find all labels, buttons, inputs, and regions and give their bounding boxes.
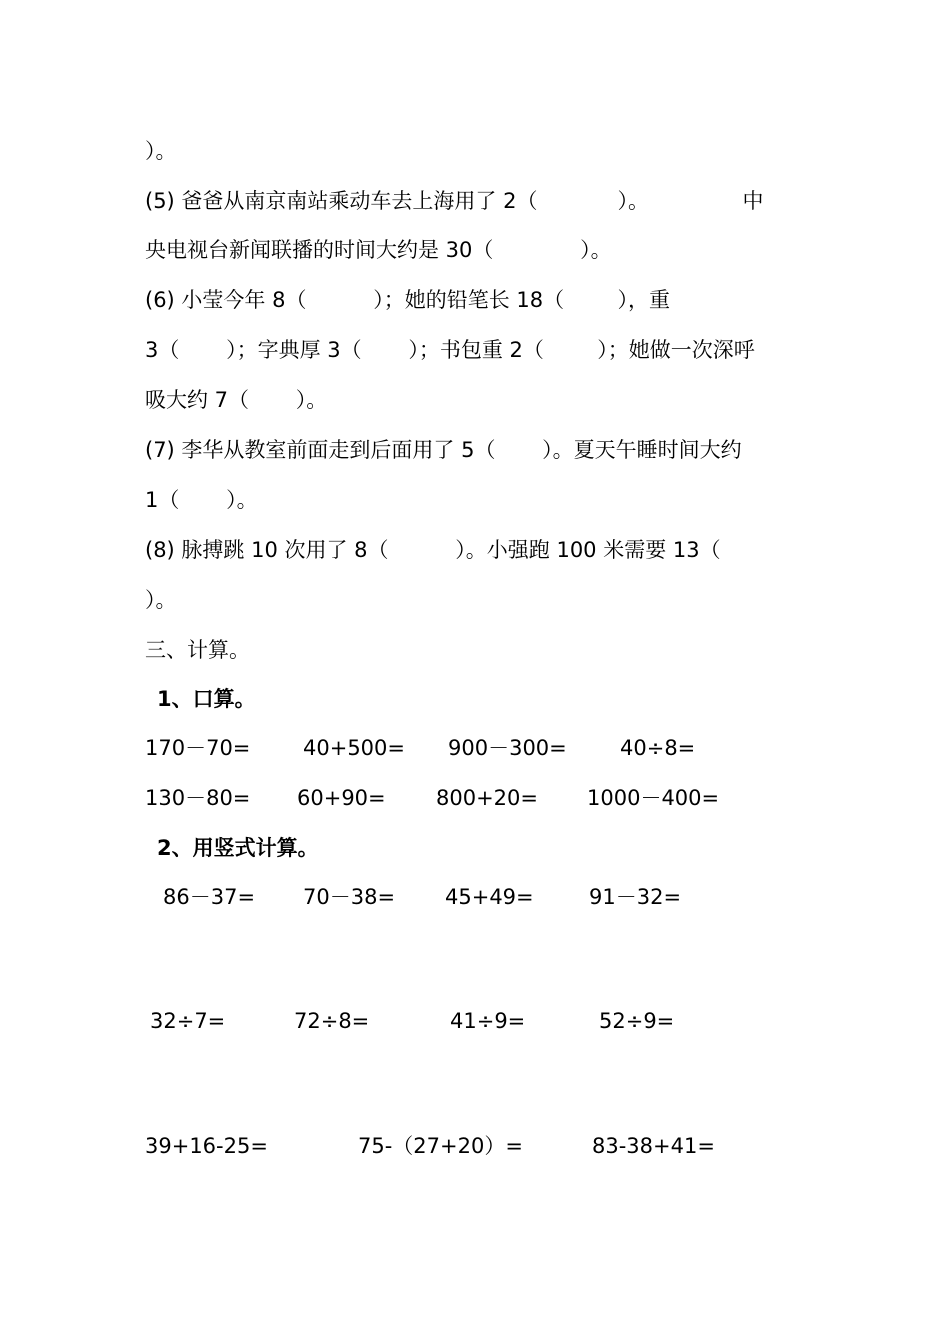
oral-problem: 170－70= bbox=[145, 736, 251, 760]
fill-in-line-9: ）。 bbox=[145, 588, 177, 612]
oral-problem: 1000－400= bbox=[587, 786, 720, 810]
fill-in-line-3: (6) 小莹今年 8（ ）；她的铅笔长 18（ ），重 bbox=[145, 288, 671, 312]
oral-problem: 60+90= bbox=[297, 786, 386, 810]
subsection-title-vertical: 2、用竖式计算。 bbox=[157, 836, 319, 860]
vertical-problem: 45+49= bbox=[445, 885, 534, 909]
fill-in-line-4: 3（ ）；字典厚 3（ ）；书包重 2（ ）；她做一次深呼 bbox=[145, 338, 755, 362]
vertical-problem: 41÷9= bbox=[450, 1009, 526, 1033]
vertical-problem: 39+16-25= bbox=[145, 1134, 268, 1158]
fill-in-line-8: (8) 脉搏跳 10 次用了 8（ ）。小强跑 100 米需要 13（ bbox=[145, 538, 721, 562]
fill-in-line-7: 1（ ）。 bbox=[145, 488, 258, 512]
vertical-problem: 91－32= bbox=[589, 885, 682, 909]
vertical-problem: 75-（27+20）= bbox=[358, 1134, 523, 1158]
fill-in-line-2: 央电视台新闻联播的时间大约是 30（ ）。 bbox=[145, 238, 612, 262]
oral-problem: 40÷8= bbox=[620, 736, 696, 760]
fill-in-line-6: (7) 李华从教室前面走到后面用了 5（ ）。夏天午睡时间大约 bbox=[145, 438, 742, 462]
vertical-problem: 70－38= bbox=[303, 885, 396, 909]
oral-problem: 130－80= bbox=[145, 786, 251, 810]
fill-in-line-1: (5) 爸爸从南京南站乘动车去上海用了 2（ ）。 中 bbox=[145, 189, 764, 213]
vertical-problem: 52÷9= bbox=[599, 1009, 675, 1033]
subsection-title-oral: 1、口算。 bbox=[157, 687, 256, 711]
fill-in-line-5: 吸大约 7（ ）。 bbox=[145, 388, 328, 412]
oral-problem: 800+20= bbox=[436, 786, 538, 810]
oral-problem: 40+500= bbox=[303, 736, 405, 760]
vertical-problem: 86－37= bbox=[163, 885, 256, 909]
section-title-calc: 三、计算。 bbox=[145, 638, 250, 662]
vertical-problem: 32÷7= bbox=[150, 1009, 226, 1033]
oral-problem: 900－300= bbox=[448, 736, 567, 760]
vertical-problem: 72÷8= bbox=[294, 1009, 370, 1033]
fill-in-line-0: ）。 bbox=[145, 139, 177, 163]
vertical-problem: 83-38+41= bbox=[592, 1134, 715, 1158]
